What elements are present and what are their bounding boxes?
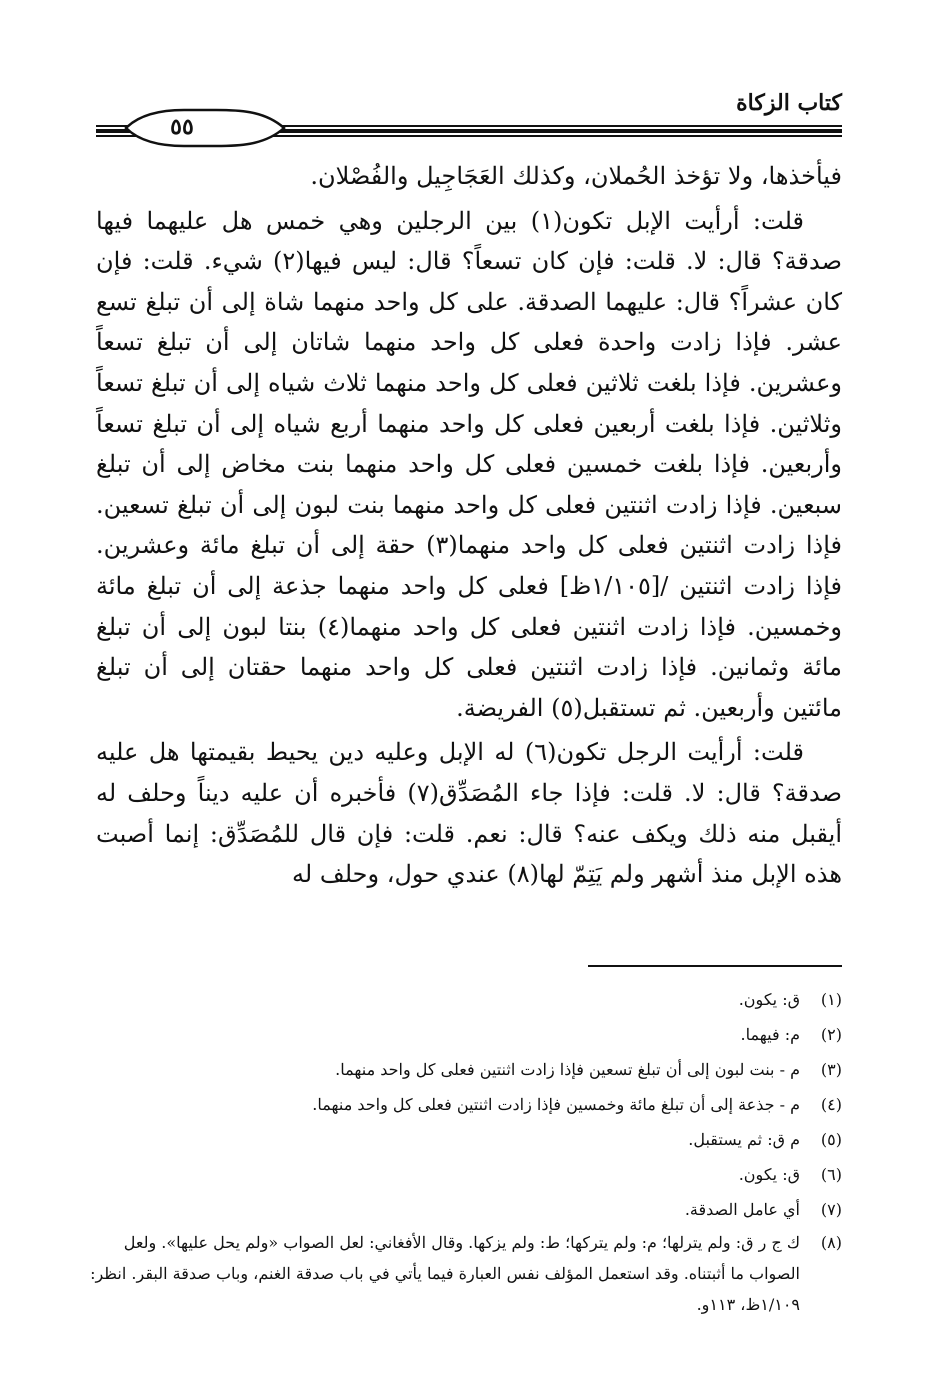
footnote-item: [86, 1052, 842, 1087]
footnote-item: [86, 1157, 842, 1192]
footnote-text: ق: يكون.: [738, 1165, 800, 1184]
footnote-text: أي عامل الصدقة.: [684, 1200, 800, 1219]
footnote-item: [86, 1192, 842, 1227]
running-header-title: كتاب الزكاة: [736, 90, 842, 116]
footnote-number: (٥): [820, 1130, 842, 1149]
footnote-number: (٨): [820, 1233, 842, 1252]
footnote-number: (١): [820, 990, 842, 1009]
footnote-item: [86, 1087, 842, 1122]
footnote-text: م - بنت لبون إلى أن تبلغ تسعين فإذا زادت اثنتين فعلى كل واحد منهما.: [335, 1060, 800, 1079]
footnote-item: [86, 1122, 842, 1157]
footnote-item: [86, 1017, 842, 1052]
page-number: ٥٥: [170, 114, 194, 140]
footnotes: [86, 982, 842, 1320]
footnote-item: [86, 1227, 842, 1320]
footnote-number: (٤): [820, 1095, 842, 1114]
footnote-number: (٢): [820, 1025, 842, 1044]
footnote-separator: [588, 965, 842, 967]
footnote-number: (٣): [820, 1060, 842, 1079]
paragraph: قلت: أرأيت الرجل تكون(٦) له الإبل وعليه دين يحيط بقيمتها هل عليه صدقة؟ قال: لا. قلت: فإذا جاء المُصَدِّق(٧) فأخبره أن عليه ديناً وحلف له أيقبل منه ذلك ويكف عنه؟ قال: نعم. قلت: فإن قال للمُصَدِّق: إنما أصبت هذه الإبل منذ أشهر ولم يَتِمّ لها(٨) عندي حول، وحلف له: [96, 738, 842, 889]
footnote-text: م: فيهما.: [740, 1025, 800, 1044]
footnote-text: م - جذعة إلى أن تبلغ مائة وخمسين فإذا زادت اثنتين فعلى كل واحد منهما.: [312, 1095, 800, 1114]
main-text: [96, 156, 842, 895]
footnote-text: ق: يكون.: [738, 990, 800, 1009]
paragraph: قلت: أرأيت الإبل تكون(١) بين الرجلين وهي خمس هل عليهما فيها صدقة؟ قال: لا. قلت: فإن كان تسعاً؟ قال: ليس فيها(٢) شيء. قلت: فإن كان عشراً؟ قال: عليهما الصدقة. على كل واحد منهما شاة إلى أن تبلغ تسع عشر. فإذا زادت واحدة فعلى كل واحد منهما شاتان إلى أن تبلغ تسعاً وعشرين. فإذا بلغت ثلاثين فعلى كل واحد منهما ثلاث شياه إلى أن تبلغ تسعاً وثلاثين. فإذا بلغت أربعين فعلى كل واحد منهما أربع شياه إلى أن تبلغ تسعاً وأربعين. فإذا بلغت خمسين فعلى كل واحد منهما بنت مخاض إلى أن تبلغ سبعين. فإذا زادت اثنتين فعلى كل واحد منهما بنت لبون إلى أن تبلغ تسعين. فإذا زادت اثنتين فعلى كل واحد منهما(٣) حقة إلى أن تبلغ مائة وعشرين. فإذا زادت اثنتين /[١/١٠٥ظ] فعلى كل واحد منهما جذعة إلى أن تبلغ مائة وخمسين. فإذا زادت اثنتين فعلى كل واحد منهما(٤) بنتا لبون إلى أن تبلغ مائة وثمانين. فإذا زادت اثنتين فعلى كل واحد منهما حقتان إلى أن تبلغ مائتين وأربعين. ثم تستقبل(٥) الفريضة.: [96, 206, 842, 722]
footnote-text: ك ج ر ق: ولم يترلها؛ م: ولم يتركها؛ ط: ولم يزكها. وقال الأفغاني: لعل الصواب «ولم يحل عليها». ولعل الصواب ما أثبتناه. وقد استعمل المؤلف نفس العبارة فيما يأتي في باب صدقة الغنم، وباب صدقة البقر. انظر: ١/١٠٩ظ، ١١٣و.: [90, 1233, 800, 1314]
footnote-number: (٦): [820, 1165, 842, 1184]
paragraph: فيأخذها، ولا تؤخذ الحُملان، وكذلك العَجَاجِيل والفُصْلان.: [310, 162, 842, 190]
footnote-item: [86, 982, 842, 1017]
footnote-text: م ق: ثم يستقبل.: [688, 1130, 800, 1149]
footnote-number: (٧): [820, 1200, 842, 1219]
